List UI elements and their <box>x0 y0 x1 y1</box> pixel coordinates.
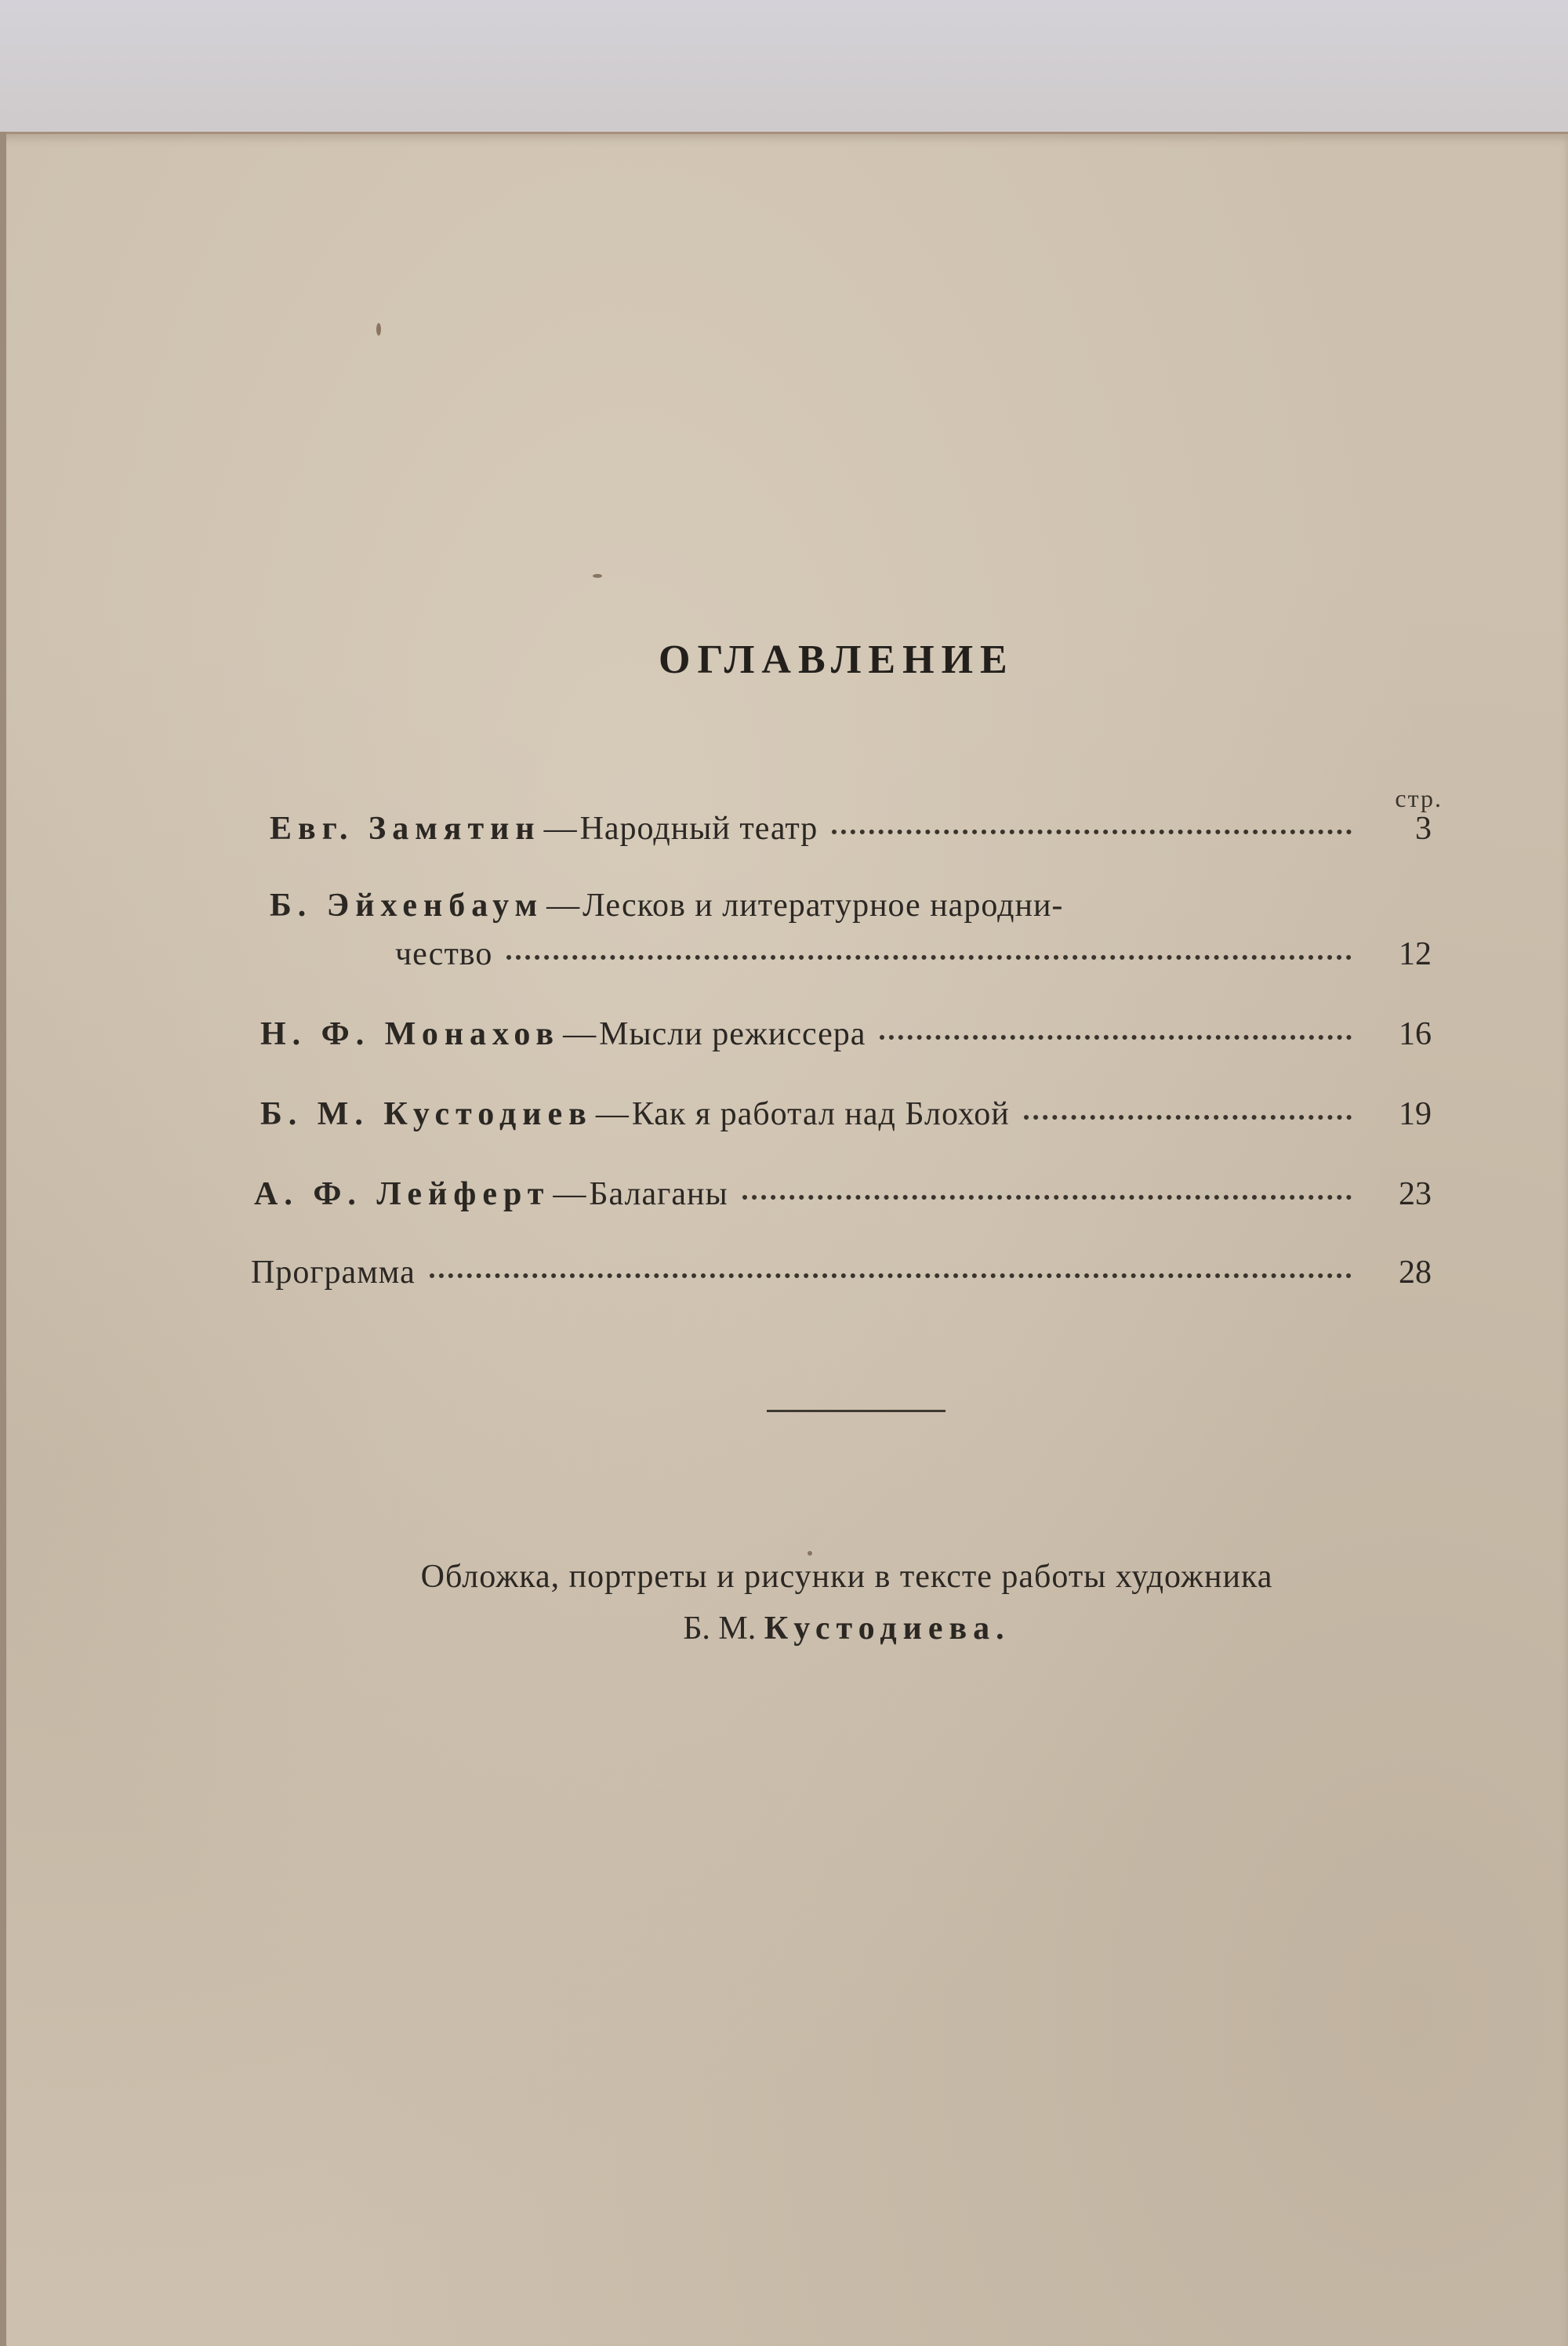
dot-leader <box>430 1273 1352 1278</box>
illustration-credits <box>259 1551 1435 1654</box>
toc-author: Б. Эйхенбаум <box>270 888 544 924</box>
toc-entry <box>260 1091 1432 1137</box>
dot-leader <box>506 955 1352 960</box>
toc-title: Мысли режиссера <box>599 1016 866 1052</box>
toc-page-number: 3 <box>1415 811 1432 847</box>
toc-author: А. Ф. Лейферт <box>254 1176 550 1212</box>
page-title: ОГЛАВЛЕНИЕ <box>659 637 1014 682</box>
dot-leader <box>880 1035 1352 1040</box>
toc-author: Н. Ф. Монахов <box>260 1016 561 1052</box>
toc-title: Программа <box>251 1255 416 1291</box>
page-column-label: стр. <box>1395 784 1443 812</box>
toc-dash: — <box>563 1016 597 1052</box>
toc-entry <box>270 883 1432 977</box>
toc-author: Б. М. Кустодиев <box>260 1096 593 1132</box>
paper-speck <box>593 574 602 578</box>
toc-title: Лесков и литературное народни- <box>583 888 1064 924</box>
paper-speck <box>376 323 381 336</box>
book-page <box>0 132 1568 2346</box>
toc-title: Народный театр <box>579 811 818 847</box>
section-divider <box>767 1410 946 1412</box>
credits-line: Обложка, портреты и рисунки в тексте работы художника <box>420 1559 1273 1595</box>
toc-page-number: 28 <box>1399 1255 1432 1291</box>
dot-leader <box>742 1195 1352 1200</box>
page-edge <box>0 132 6 2346</box>
artist-name: Кустодиева. <box>764 1611 1011 1647</box>
toc-dash: — <box>546 888 580 924</box>
toc-page-number: 12 <box>1399 936 1432 972</box>
toc-author: Евг. Замятин <box>270 811 541 847</box>
toc-title: Как я работал над Блохой <box>631 1096 1010 1132</box>
toc-entry <box>251 1250 1432 1295</box>
toc-dash: — <box>543 811 577 847</box>
toc-page-number: 23 <box>1399 1176 1432 1212</box>
dot-leader <box>832 830 1352 834</box>
toc-dash: — <box>553 1176 586 1212</box>
toc-entry <box>260 1011 1432 1057</box>
artist-initials: Б. М. <box>683 1611 757 1647</box>
toc-title-continuation: чество <box>395 936 493 972</box>
toc-entry <box>270 806 1432 852</box>
credits-line <box>259 1603 1435 1654</box>
toc-title: Балаганы <box>589 1176 728 1212</box>
toc-page-number: 16 <box>1399 1016 1432 1052</box>
toc-page-number: 19 <box>1399 1096 1432 1132</box>
dot-leader <box>1024 1115 1352 1120</box>
toc-dash: — <box>595 1096 629 1132</box>
toc-entry <box>254 1171 1432 1217</box>
